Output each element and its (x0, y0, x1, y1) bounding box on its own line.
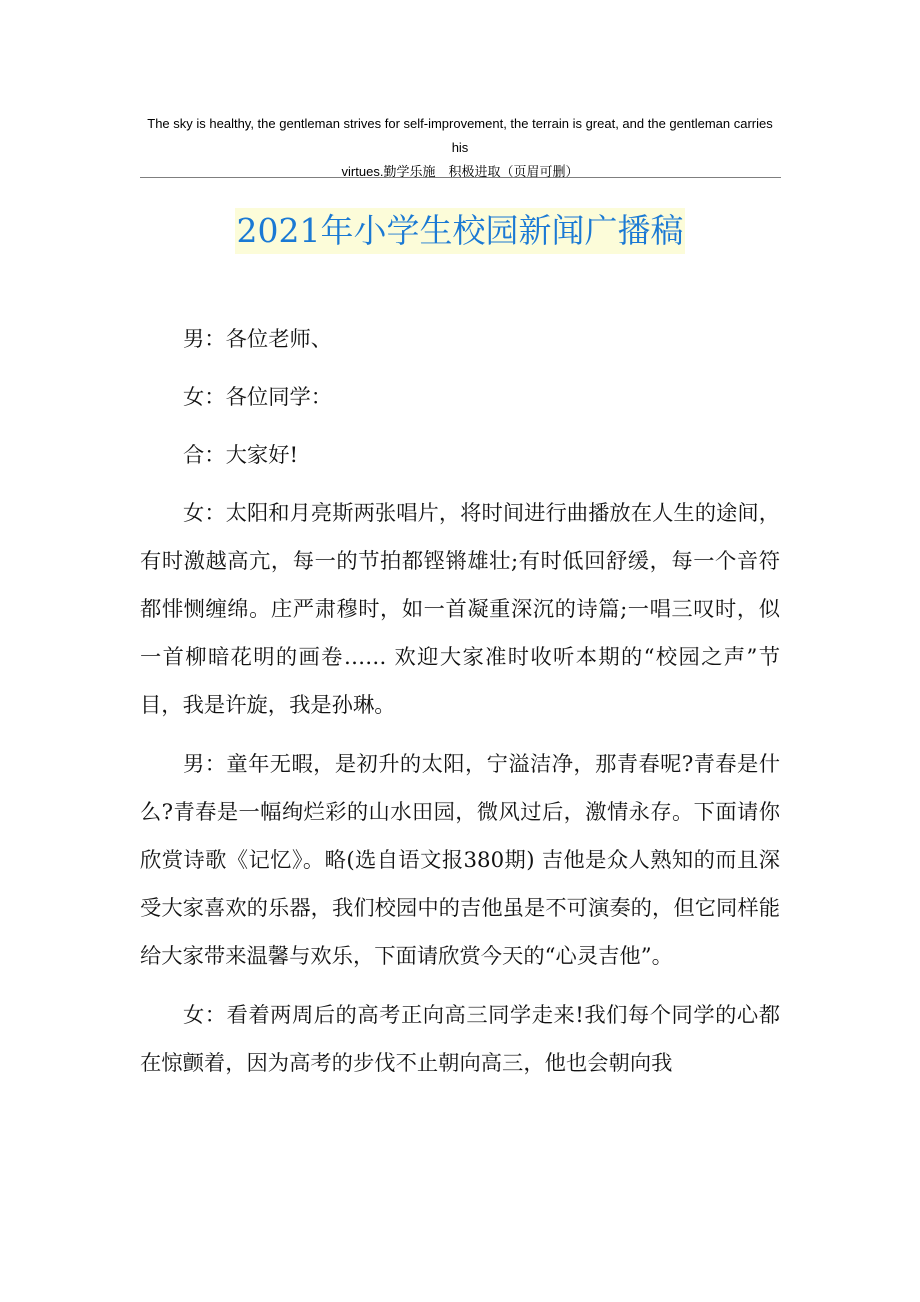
title-container (0, 208, 920, 254)
page-header (140, 112, 780, 184)
paragraph-3: 合：大家好! (183, 443, 299, 468)
paragraph-5: 男：童年无暇，是初升的太阳，宁溢洁净，那青春呢?青春是什么?青春是一幅绚烂彩的山水田园，微风过后，激情永存。下面请你欣赏诗歌《记忆》。略(选自语文报380期) 吉他是众人熟知的而且深受大家喜欢的乐器，我们校园中的吉他虽是不可演奏的，但它同样能给大家带来温馨与欢乐，下面请欣赏今天的“心灵吉他”。 (140, 752, 780, 969)
paragraph-6: 女：看着两周后的高考正向高三同学走来!我们每个同学的心都在惊颤着，因为高考的步伐不止朝向高三，他也会朝向我 (140, 1003, 780, 1076)
header-line-2: virtues.勤学乐施 积极进取（页眉可删） (341, 164, 579, 179)
paragraph-4: 女：太阳和月亮斯两张唱片，将时间进行曲播放在人生的途间，有时激越高亢，每一的节拍都铿锵雄壮;有时低回舒缓，每一个音符都悱恻缠绵。庄严肃穆时，如一首凝重深沉的诗篇;一唱三叹时，似一首柳暗花明的画卷…… 欢迎大家准时收听本期的“校园之声”节目，我是许旋，我是孙琳。 (140, 501, 780, 718)
header-line-1: The sky is healthy, the gentleman strives for self-improvement, the terrain is great, and the gentleman carries his (147, 116, 773, 155)
header-divider (140, 177, 781, 178)
paragraph-2: 女：各位同学： (183, 385, 333, 410)
paragraph-1: 男：各位老师、 (183, 327, 333, 352)
document-body (140, 316, 780, 1088)
document-title: 2021年小学生校园新闻广播稿 (235, 208, 686, 254)
